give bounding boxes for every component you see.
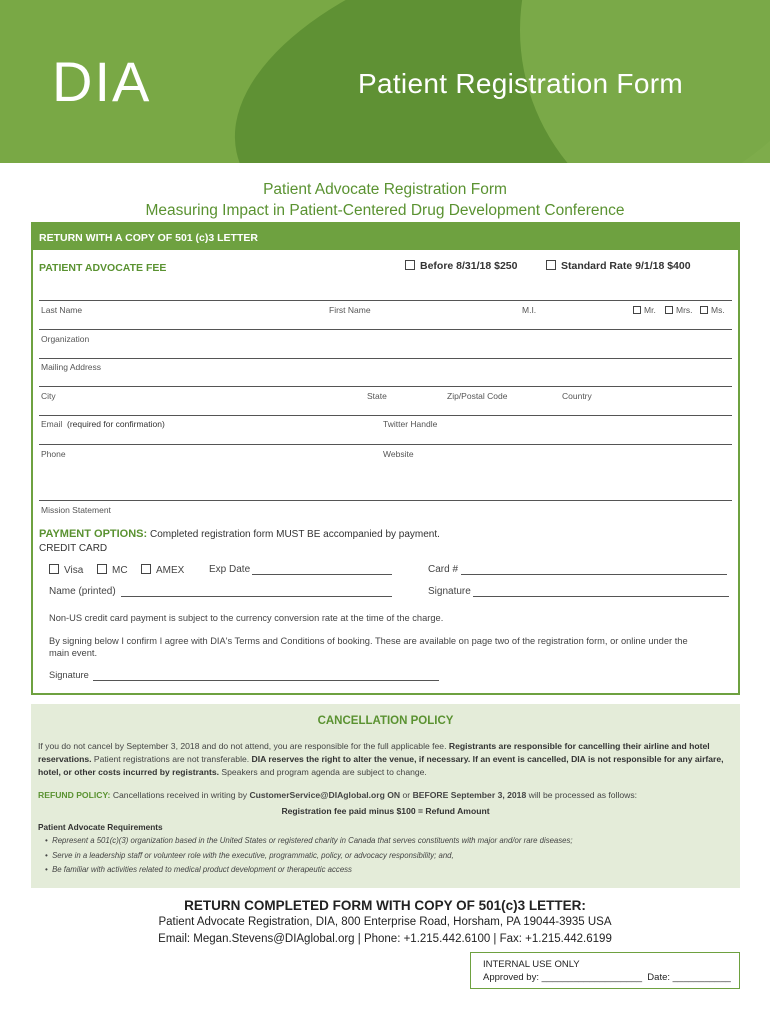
header-banner	[0, 0, 770, 163]
signature-label: Signature	[428, 586, 471, 597]
requirement-item: • Represent a 501(c)(3) organization based in the United States or registered charity in Canada that serves constituents with major and/or rare diseases;	[45, 836, 573, 845]
country-label: Country	[562, 391, 592, 401]
signature-line[interactable]	[473, 596, 729, 597]
return-title: RETURN COMPLETED FORM WITH COPY OF 501(c)3 LETTER:	[184, 898, 586, 913]
approval-row: Approved by: ___________________ Date: ___________	[483, 972, 731, 983]
first-name-label: First Name	[329, 305, 371, 315]
mission-line[interactable]	[39, 500, 732, 501]
name-printed-line[interactable]	[121, 596, 392, 597]
checkbox[interactable]	[405, 260, 415, 270]
cancellation-policy	[31, 704, 740, 888]
internal-title: INTERNAL USE ONLY	[483, 959, 580, 970]
fee-label: PATIENT ADVOCATE FEE	[39, 262, 167, 274]
last-name-label: Last Name	[41, 305, 83, 315]
checkbox[interactable]	[97, 564, 107, 574]
mi-label: M.I.	[522, 305, 537, 315]
title-ms[interactable]: Ms.	[700, 305, 725, 315]
card-mc[interactable]: MC	[97, 564, 128, 576]
card-number-label: Card #	[428, 564, 459, 575]
checkbox[interactable]	[665, 306, 673, 314]
requirement-item: • Be familiar with activities related to medical product development or therapeutic access	[45, 865, 352, 874]
cancellation-title: CANCELLATION POLICY	[317, 715, 454, 727]
phone-label: Phone	[41, 449, 66, 459]
city-label: City	[41, 391, 56, 401]
card-visa[interactable]: Visa	[49, 564, 83, 576]
checkbox[interactable]	[700, 306, 708, 314]
exp-date-label: Exp Date	[209, 564, 251, 575]
zip-label: Zip/Postal Code	[447, 391, 508, 401]
dia-logo: DIA	[52, 50, 152, 113]
requirement-item: • Serve in a leadership staff or volunteer role with the executive, programmatic, policy, or advocacy responsibility; and,	[45, 851, 454, 860]
form-banner: RETURN WITH A COPY OF 501 (c)3 LETTER	[33, 224, 738, 250]
website-label: Website	[383, 449, 414, 459]
name-line[interactable]	[39, 300, 732, 301]
card-number-line[interactable]	[461, 574, 727, 575]
credit-card-label: CREDIT CARD	[39, 543, 108, 554]
terms-note-cont: main event.	[49, 648, 98, 658]
return-contact: Email: Megan.Stevens@DIAglobal.org | Phone: +1.215.442.6100 | Fax: +1.215.442.6199	[158, 933, 612, 945]
email-line[interactable]	[39, 415, 732, 416]
terms-note: By signing below I confirm I agree with DIA's Terms and Conditions of booking. These are available on page two of the registration form, or online under the	[49, 636, 688, 646]
mailing-address-line[interactable]	[39, 358, 732, 359]
organization-line[interactable]	[39, 329, 732, 330]
city-line[interactable]	[39, 386, 732, 387]
currency-note: Non-US credit card payment is subject to the currency conversion rate at the time of the charge.	[49, 613, 444, 623]
email-label: Email (required for confirmation)	[41, 419, 165, 429]
requirements-title: Patient Advocate Requirements	[38, 822, 163, 832]
organization-label: Organization	[41, 334, 90, 344]
mailing-address-label: Mailing Address	[41, 362, 102, 372]
mission-label: Mission Statement	[41, 505, 111, 515]
title-mr[interactable]: Mr.	[633, 305, 656, 315]
cancellation-text: If you do not cancel by September 3, 2018 and do not attend, you are responsible for the full applicable fee. Registrants are responsible for cancelling their airline and hotel reservations. Patient registrations are not transferable. DIA reserves the right to alter the venue, if necessary. If an event is cancelled, DIA is not responsible for any airfare, hotel, or other costs incurred by registrants. Speakers and program agenda are subject to change.	[38, 741, 724, 777]
signature2-line[interactable]	[93, 680, 439, 681]
refund-formula: Registration fee paid minus $100 = Refund Amount	[281, 806, 490, 816]
payment-options: PAYMENT OPTIONS: Completed registration form MUST BE accompanied by payment.	[39, 528, 440, 540]
fee-option-early[interactable]: Before 8/31/18 $250	[405, 260, 517, 272]
card-amex[interactable]: AMEX	[141, 564, 184, 576]
return-address: Patient Advocate Registration, DIA, 800 Enterprise Road, Horsham, PA 19044-3935 USA	[158, 916, 612, 928]
phone-line[interactable]	[39, 444, 732, 445]
refund-policy: REFUND POLICY: Cancellations received in writing by CustomerService@DIAglobal.org ON or BEFORE September 3, 2018 will be processed as follows:	[38, 790, 638, 800]
name-printed-label: Name (printed)	[49, 586, 116, 597]
form-subtitle: Patient Advocate Registration Form	[263, 181, 507, 198]
title-mrs[interactable]: Mrs.	[665, 305, 693, 315]
registration-form	[31, 222, 740, 695]
internal-use-box	[470, 952, 740, 989]
page-title: Patient Registration Form	[358, 68, 683, 99]
checkbox[interactable]	[141, 564, 151, 574]
fee-option-standard[interactable]: Standard Rate 9/1/18 $400	[546, 260, 691, 272]
signature2-label: Signature	[49, 670, 89, 680]
checkbox[interactable]	[633, 306, 641, 314]
twitter-label: Twitter Handle	[383, 419, 438, 429]
conference-subtitle: Measuring Impact in Patient-Centered Drug Development Conference	[145, 202, 625, 219]
checkbox[interactable]	[49, 564, 59, 574]
checkbox[interactable]	[546, 260, 556, 270]
exp-date-line[interactable]	[252, 574, 392, 575]
state-label: State	[367, 391, 387, 401]
